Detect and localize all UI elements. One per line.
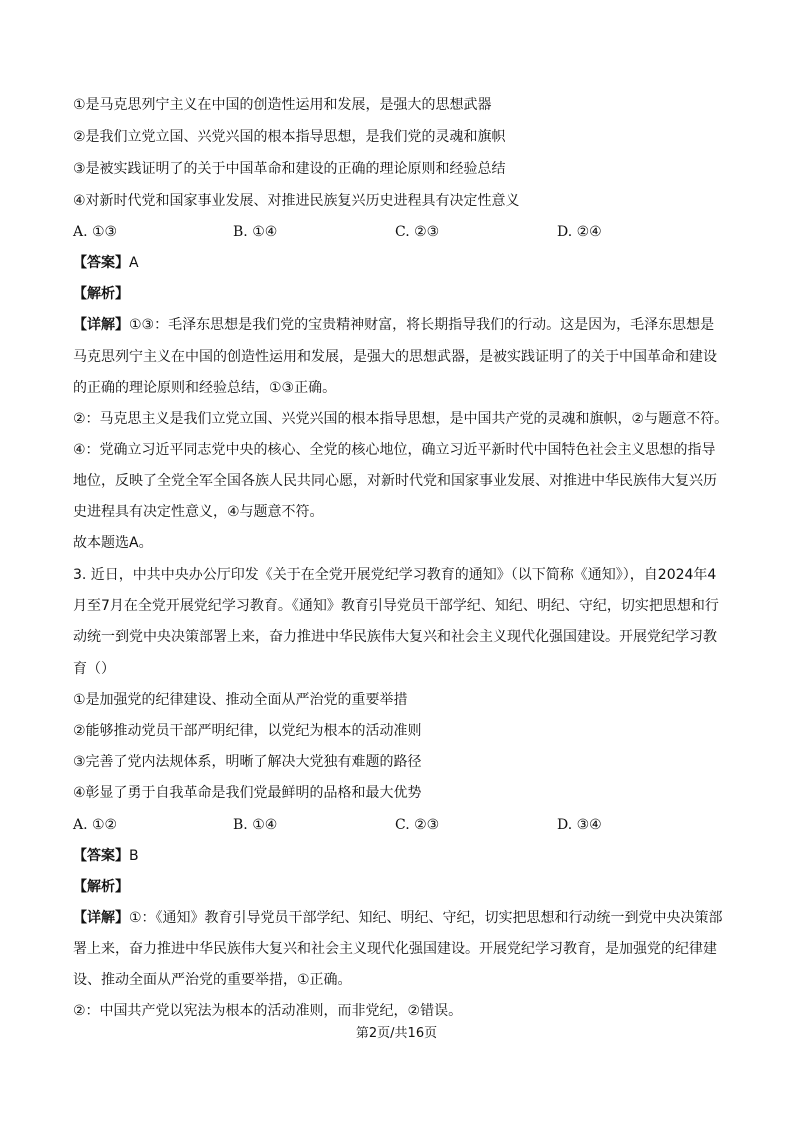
section-label: 【答案】 <box>73 848 129 864</box>
page-number: 第2页/共16页 <box>355 1026 438 1041</box>
q3-choice-4: ④彰显了勇于自我革命是我们党最鲜明的品格和最大优势 <box>73 785 422 801</box>
q2-options <box>73 222 733 242</box>
q3-detail-line-2: 署上来，奋力推进中华民族伟大复兴和社会主义现代化强国建设。开展党纪学习教育，是加强党的纪律建 <box>73 941 717 957</box>
q3-option-d: D. ③④ <box>557 817 602 833</box>
q2-detail-line-5: ④：党确立习近平同志党中央的核心、全党的核心地位，确立习近平新时代中国特色社会主义思想的指导 <box>73 442 716 458</box>
q3-option-b: B. ①④ <box>233 817 278 833</box>
q2-detail-line-3: 的正确的理论原则和经验总结，①③正确。 <box>73 380 337 396</box>
section-label: 【详解】 <box>73 910 129 926</box>
q3-stem-line-4: 育（） <box>73 661 115 677</box>
q3-detail-line-1: 【详解】①：《通知》教育引导党员干部学纪、知纪、明纪、守纪，切实把思想和行动统一到党中央决策部 <box>73 910 723 926</box>
q3-stem-line-2: 月至7月在全党开展党纪学习教育。《通知》教育引导党员干部学纪、知纪、明纪、守纪，切实把思想和行 <box>73 598 719 614</box>
q2-choice-3: ③是被实践证明了的关于中国革命和建设的正确的理论原则和经验总结 <box>73 161 506 177</box>
q3-detail-line-4: ②：中国共产党以宪法为根本的活动准则，而非党纪，②错误。 <box>73 1003 463 1019</box>
q3-choice-2: ②能够推动党员干部严明纪律，以党纪为根本的活动准则 <box>73 723 422 739</box>
section-label: 【详解】 <box>73 317 129 333</box>
q3-stem-line-1: 3. 近日，中共中央办公厅印发《关于在全党开展党纪学习教育的通知》（以下简称《通知》），自2024年4 <box>73 567 717 583</box>
q2-option-a: A. ①③ <box>73 224 118 240</box>
q3-answer: 【答案】B <box>73 848 139 864</box>
q2-analysis-label <box>73 284 129 304</box>
q3-choice-3: ③完善了党内法规体系，明晰了解决大党独有难题的路径 <box>73 754 422 770</box>
section-label: 【答案】 <box>73 255 129 271</box>
q2-conclusion: 故本题选A。 <box>73 535 153 551</box>
q2-detail-line-7: 史进程具有决定性意义，④与题意不符。 <box>73 504 324 520</box>
q2-option-c: C. ②③ <box>395 224 440 240</box>
q2-choice-2: ②是我们立党立国、兴党兴国的根本指导思想，是我们党的灵魂和旗帜 <box>73 129 506 145</box>
q2-answer: 【答案】A <box>73 255 139 271</box>
q2-choice-1: ①是马克思列宁主义在中国的创造性运用和发展，是强大的思想武器 <box>73 97 492 113</box>
q2-detail-line-2: 马克思列宁主义在中国的创造性运用和发展，是强大的思想武器，是被实践证明了的关于中国革命和建设 <box>73 349 717 365</box>
q2-choice-4: ④对新时代党和国家事业发展、对推进民族复兴历史进程具有决定性意义 <box>73 193 520 209</box>
q3-analysis-label <box>73 877 129 897</box>
section-label: 【解析】 <box>73 286 129 302</box>
q2-option-b: B. ①④ <box>233 224 278 240</box>
q3-choice-1: ①是加强党的纪律建设、推动全面从严治党的重要举措 <box>73 692 408 708</box>
q3-option-a: A. ①② <box>73 817 118 833</box>
q3-option-c: C. ②③ <box>395 817 440 833</box>
q2-option-d: D. ②④ <box>557 224 602 240</box>
q3-detail-line-3: 设、推动全面从严治党的重要举措，①正确。 <box>73 972 352 988</box>
q3-options <box>73 815 733 835</box>
section-label: 【解析】 <box>73 879 129 895</box>
q2-detail-line-1: 【详解】①③：毛泽东思想是我们党的宝贵精神财富，将长期指导我们的行动。这是因为，毛泽东思想是 <box>73 317 715 333</box>
q2-detail-line-6: 地位，反映了全党全军全国各族人民共同心愿，对新时代党和国家事业发展、对推进中华民族伟大复兴历 <box>73 473 717 489</box>
q2-detail-line-4: ②：马克思主义是我们立党立国、兴党兴国的根本指导思想，是中国共产党的灵魂和旗帜，②与题意不符。 <box>73 411 729 427</box>
q3-stem-line-3: 动统一到党中央决策部署上来，奋力推进中华民族伟大复兴和社会主义现代化强国建设。开展党纪学习教 <box>73 629 717 645</box>
